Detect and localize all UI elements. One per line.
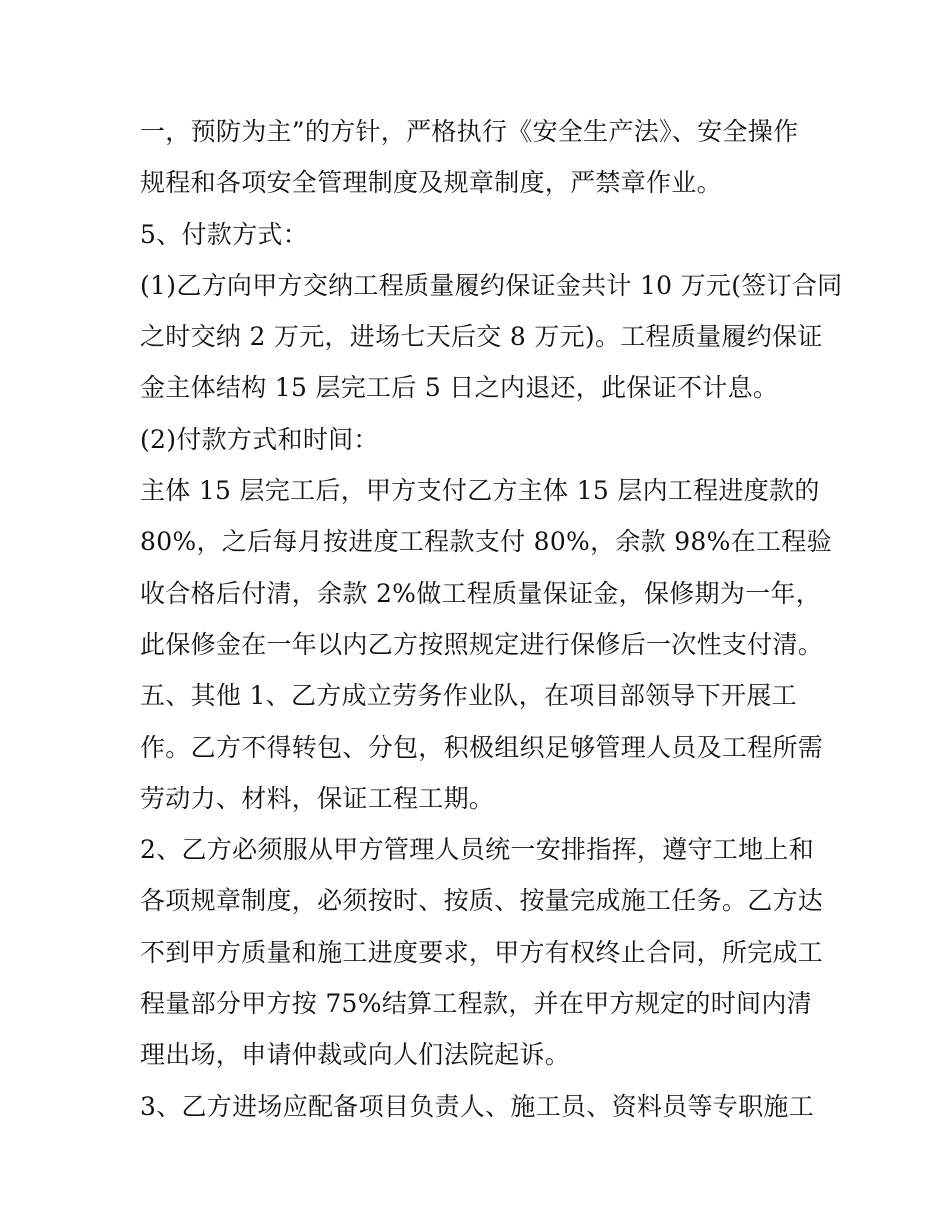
text-line: 之时交纳 2 万元，进场七天后交 8 万元)。工程质量履约保证 [140,322,823,352]
text-line: 2、乙方必须服从甲方管理人员统一安排指挥，遵守工地上和 [140,835,815,865]
document-body [140,106,843,1132]
text-line: 此保修金在一年以内乙方按照规定进行保修后一次性支付清。 [140,629,824,659]
text-line: 各项规章制度，必须按时、按质、按量完成施工任务。乙方达 [140,886,824,916]
text-line: 理出场，申请仲裁或向人们法院起诉。 [140,1040,571,1070]
text-line: 作。乙方不得转包、分包，积极组织足够管理人员及工程所需 [140,732,824,762]
text-line: 不到甲方质量和施工进度要求，甲方有权终止合同，所完成工 [140,937,824,967]
subsection-heading: (2)付款方式和时间： [140,424,379,454]
text-line: 收合格后付清，余款 2%做工程质量保证金，保修期为一年， [140,578,822,608]
text-line: 80%，之后每月按进度工程款支付 80%，余款 98%在工程验 [140,527,832,557]
text-line: 五、其他 1、乙方成立劳务作业队，在项目部领导下开展工 [140,681,797,711]
text-line: 主体 15 层完工后，甲方支付乙方主体 15 层内工程进度款的 [140,476,820,506]
text-line: 一，预防为主”的方针，严格执行《安全生产法》、安全操作 [140,117,799,146]
text-line: 3、乙方进场应配备项目负责人、施工员、资料员等专职施工 [140,1091,815,1121]
text-line: 劳动力、材料，保证工程工期。 [140,783,495,813]
text-line: 金主体结构 15 层完工后 5 日之内退还，此保证不计息。 [140,373,779,403]
text-line: 程量部分甲方按 75%结算工程款，并在甲方规定的时间内清 [140,989,812,1019]
text-line: (1)乙方向甲方交纳工程质量履约保证金共计 10 万元(签订合同 [140,270,843,300]
section-heading: 5、付款方式： [140,219,309,249]
text-line: 规程和各项安全管理制度及规章制度，严禁章作业。 [140,168,722,198]
